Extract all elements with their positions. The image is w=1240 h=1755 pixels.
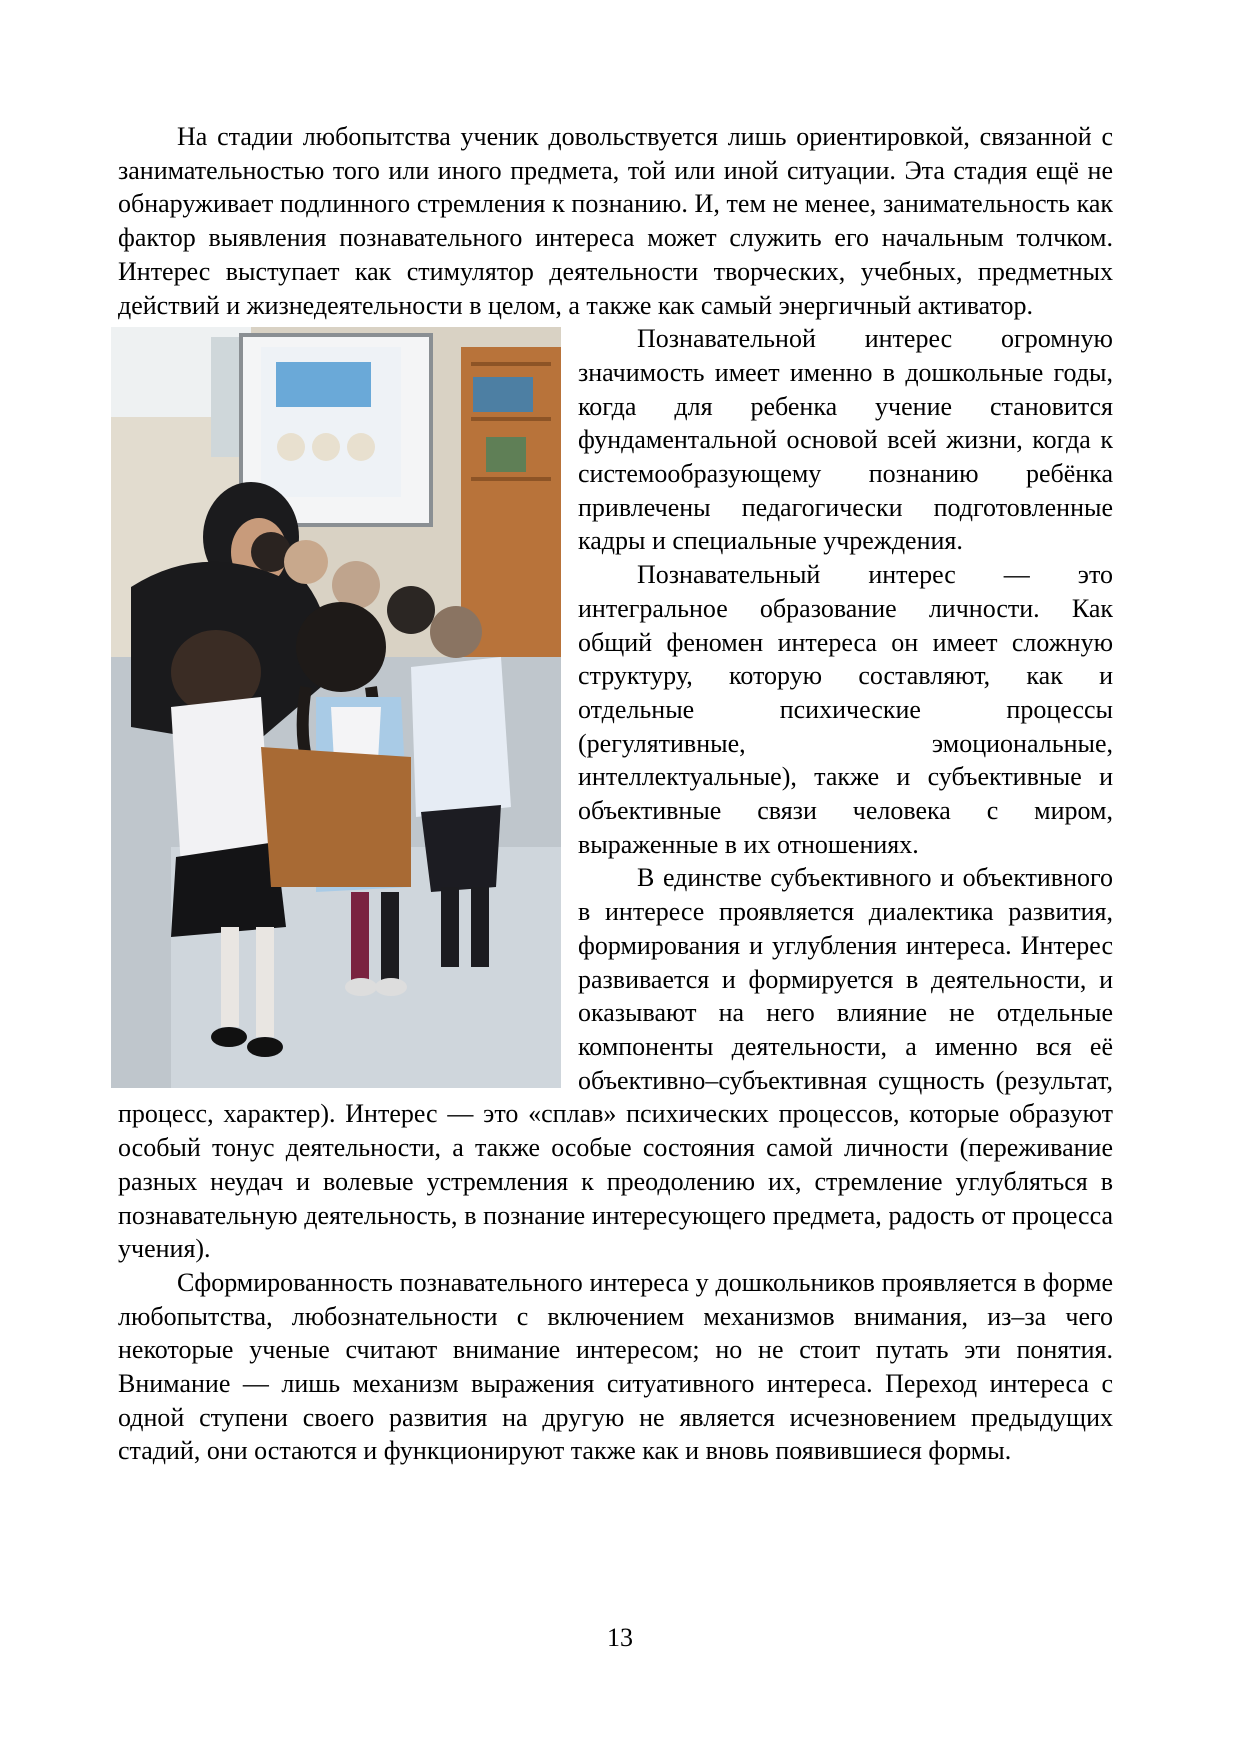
page-content: [118, 120, 1113, 1468]
paragraph-1-text: На стадии любопытства ученик довольствуется лишь ориентировкой, связанной с занимательностью того или иного предмета, той или иной ситуации. Эта стадия ещё не обнаруживает подлинного стремления к познанию. И, тем не менее, занимательность как фактор выявления познавательного интереса может служить его начальным толчком. Интерес выступает как стимулятор деятельности творческих, учебных, предметных действий и жизнедеятельности в целом, а также как самый энергичный активатор.: [118, 122, 1113, 320]
paragraph-2-text: Познавательной интерес огромную значимость имеет именно в дошкольные годы, когда для ребенка учение становится фундаментальной основой всей жизни, когда к системообразующему познанию ребёнка привлечены педагогически подготовленные кадры и специальные учреждения.: [578, 324, 1113, 556]
paragraph-5: [118, 1266, 1113, 1468]
classroom-photo: [111, 327, 561, 1088]
paragraph-3-text: Познавательный интерес — это интегральное образование личности. Как общий феномен интереса он имеет сложную структуру, которую составляют, как и отдельные психические процессы (регулятивные, эмоциональные, интеллектуальные), также и субъективные и объективные связи человека с миром, выраженные в их отношениях.: [578, 560, 1113, 859]
paragraph-4-text: В единстве субъективного и объективного в интересе проявляется диалектика развития, формирования и углубления интереса. Интерес развивается и формируется в деятельности, и оказывают на него влияние не отдельные компоненты деятельности, а именно вся её объективно–субъективная сущность (результат, процесс, характер). Интерес — это «сплав» психических процессов, которые образуют особый тонус деятельности, а также особые состояния самой личности (переживание разных неудач и волевые устремления к преодолению их, стремление углубляться в познавательную деятельность, в познание интересующего предмета, радость от процесса учения).: [118, 863, 1113, 1264]
paragraph-5-text: Сформированность познавательного интереса у дошкольников проявляется в форме любопытства, любознательности с включением механизмов внимания, из–за чего некоторые ученые считают внимание интересом; но не стоит путать эти понятия. Внимание — лишь механизм выражения ситуативного интереса. Переход интереса с одной ступени своего развития на другую не является исчезновением предыдущих стадий, они остаются и функционируют также как и вновь появившиеся формы.: [118, 1267, 1113, 1466]
paragraph-1: [118, 120, 1113, 322]
page-number: 13: [607, 1623, 633, 1652]
classroom-photo-illustration: [111, 327, 561, 1088]
